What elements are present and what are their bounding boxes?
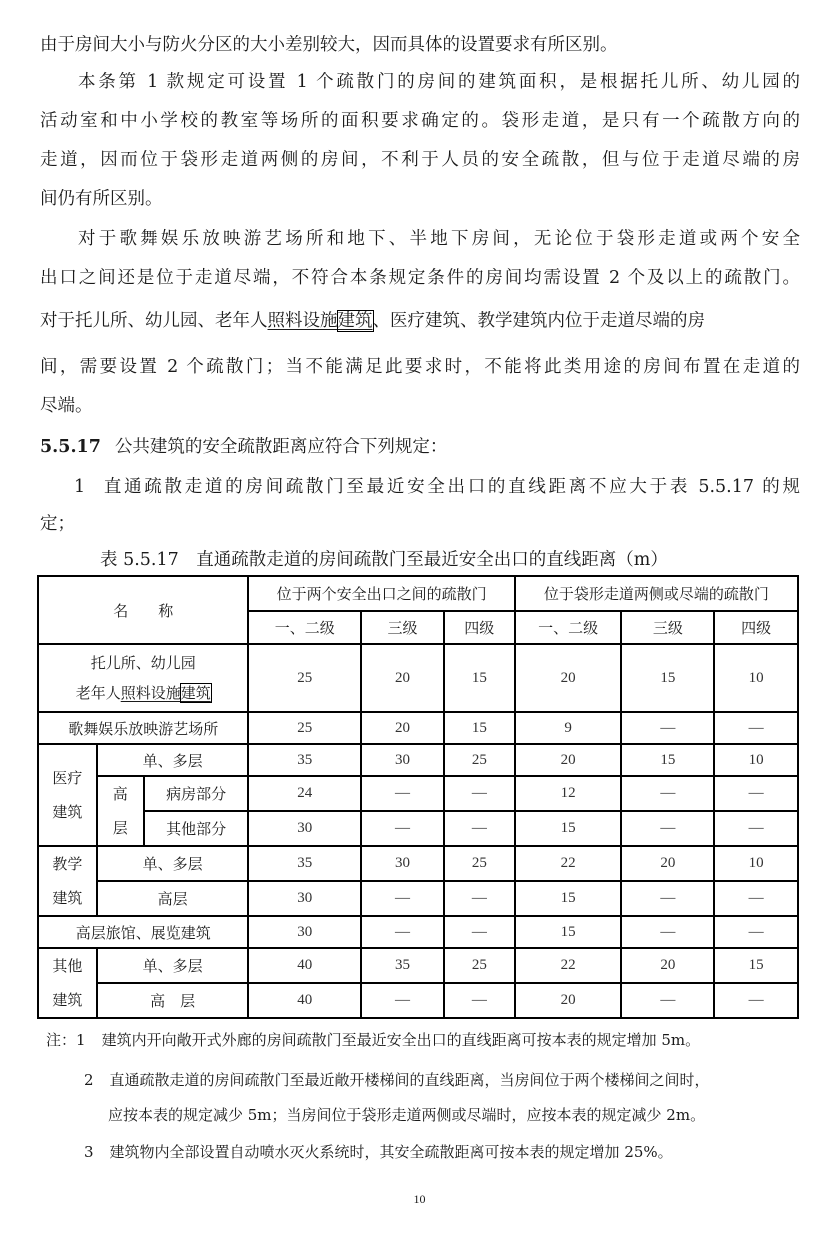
table-cell: 30 [248, 881, 361, 916]
group-label-line: 层 [112, 819, 128, 837]
paragraph-line: 对于歌舞娱乐放映游艺场所和地下、半地下房间，无论位于袋形走道或两个安全 [78, 229, 800, 249]
table-header-row [38, 576, 798, 611]
row-label: 高 层 [97, 983, 249, 1018]
table-row [38, 948, 798, 983]
paragraph-line: 由于房间大小与防火分区的大小差别较大，因而具体的设置要求有所区别。 [40, 35, 618, 55]
table-cell: 20 [515, 983, 622, 1018]
note-number: 2 [84, 1071, 94, 1089]
item-text: 直通疏散走道的房间疏散门至最近安全出口的直线距离不应大于表 5.5.17 的规 [101, 477, 800, 497]
paragraph-line: 本条第 1 款规定可设置 1 个疏散门的房间的建筑面积，是根据托儿所、幼儿园的 [78, 72, 800, 92]
row-label: 歌舞娱乐放映游艺场所 [38, 712, 248, 744]
table-cell: 20 [621, 846, 714, 881]
table-cell: 15 [515, 811, 622, 846]
table-cell: 25 [444, 744, 515, 776]
group-label-other-buildings [38, 948, 97, 1018]
table-row [38, 846, 798, 881]
note-2-continued: 应按本表的规定减少 5m；当房间位于袋形走道两侧或尽端时，应按本表的规定减少 2m。 [108, 1106, 706, 1124]
note-text: 直通疏散走道的房间疏散门至最近敞开楼梯间的直线距离，当房间位于两个楼梯间之间时， [109, 1071, 710, 1089]
table-cell: 15 [515, 881, 622, 916]
paragraph-line: 活动室和中小学校的教室等场所的面积要求确定的。袋形走道，是只有一个疏散方向的 [40, 111, 800, 131]
header-level: 三级 [361, 611, 444, 644]
table-cell: — [361, 776, 444, 811]
paragraph-line: 间仍有所区别。 [40, 189, 163, 209]
table-row [38, 712, 798, 744]
table-cell: 40 [248, 948, 361, 983]
note-3 [84, 1142, 673, 1162]
header-level: 四级 [444, 611, 515, 644]
table-cell: 20 [515, 644, 622, 712]
text-segment: 对于托儿所、幼儿园、老年人 [40, 311, 268, 331]
table-cell: 20 [361, 712, 444, 744]
table-cell: 10 [714, 644, 798, 712]
group-label-line: 建筑 [52, 803, 83, 821]
table-cell: 24 [248, 776, 361, 811]
table-cell: — [444, 916, 515, 948]
table-cell: 10 [714, 744, 798, 776]
note-number: 1 [76, 1031, 86, 1049]
header-level: 一、二级 [515, 611, 622, 644]
group-label-medical [38, 744, 97, 846]
row-label-line [39, 678, 247, 708]
table-cell: — [621, 811, 714, 846]
table-cell: 25 [248, 644, 361, 712]
table-row [38, 744, 798, 776]
group-label-line: 建筑 [52, 889, 83, 907]
note-text: 建筑内开向敞开式外廊的房间疏散门至最近安全出口的直线距离可按本表的规定增加 5m。 [101, 1031, 701, 1049]
table-cell: — [621, 881, 714, 916]
paragraph-line: 间，需要设置 2 个疏散门；当不能满足此要求时，不能将此类用途的房间布置在走道的 [40, 357, 800, 377]
paragraph-line: 出口之间还是位于走道尽端，不符合本条规定条件的房间均需设置 2 个及以上的疏散门。 [40, 268, 800, 288]
sub-group-label-high-rise [97, 776, 144, 846]
table-cell: 15 [621, 744, 714, 776]
table-row [38, 881, 798, 916]
note-2 [84, 1070, 710, 1090]
paragraph-line-with-markup [40, 311, 800, 331]
table-cell: — [714, 776, 798, 811]
text-segment: 老年人 [75, 684, 121, 702]
row-label: 单、多层 [97, 846, 249, 881]
text-segment: 、医疗建筑、教学建筑内位于走道尽端的房 [372, 311, 705, 331]
header-group-dead-end: 位于袋形走道两侧或尽端的疏散门 [515, 576, 798, 611]
table-cell: — [714, 881, 798, 916]
header-level: 三级 [621, 611, 714, 644]
table-cell: 25 [248, 712, 361, 744]
row-label-line: 托儿所、幼儿园 [90, 654, 196, 672]
table-cell: — [621, 983, 714, 1018]
table-cell: 12 [515, 776, 622, 811]
table-cell: — [444, 983, 515, 1018]
table-cell: — [361, 811, 444, 846]
item-number: 1 [74, 477, 86, 497]
table-cell: 35 [361, 948, 444, 983]
table-cell: — [361, 983, 444, 1018]
table-cell: — [621, 776, 714, 811]
table-cell: 35 [248, 846, 361, 881]
table-caption: 表 5.5.17 直通疏散走道的房间疏散门至最近安全出口的直线距离（m） [100, 550, 668, 570]
group-label-line: 高 [112, 785, 128, 803]
paragraph-line: 走道，因而位于袋形走道两侧的房间，不利于人员的安全疏散，但与位于走道尽端的房 [40, 150, 800, 170]
underlined-insertion: 照料设施 [267, 311, 338, 331]
table-cell: 15 [444, 712, 515, 744]
table-cell: — [714, 811, 798, 846]
table-cell: 30 [248, 811, 361, 846]
clause-item-line [40, 477, 800, 497]
table-cell: — [444, 811, 515, 846]
table-cell: — [361, 881, 444, 916]
clause-number: 5.5.17 [40, 437, 101, 457]
group-label-line: 其他 [52, 957, 83, 975]
table-row [38, 811, 798, 846]
group-label-teaching [38, 846, 97, 916]
table-cell: 35 [248, 744, 361, 776]
table-cell: 15 [714, 948, 798, 983]
row-label: 其他部分 [144, 811, 249, 846]
table-cell: 30 [248, 916, 361, 948]
table-cell: 15 [515, 916, 622, 948]
table-cell: — [444, 881, 515, 916]
note-1 [46, 1030, 700, 1050]
boxed-revision: 建筑 [180, 684, 211, 702]
group-label-line: 教学 [52, 855, 83, 873]
group-label-line: 医疗 [52, 769, 83, 787]
table-cell: — [444, 776, 515, 811]
clause-heading [40, 437, 800, 457]
paragraph-line: 尽端。 [40, 396, 93, 416]
table-cell: — [621, 916, 714, 948]
row-label: 高层旅馆、展览建筑 [38, 916, 248, 948]
table-cell: 20 [361, 644, 444, 712]
row-label: 单、多层 [97, 948, 249, 983]
note-number: 3 [84, 1143, 94, 1161]
table-cell: — [621, 712, 714, 744]
boxed-revision: 建筑 [337, 311, 373, 331]
evacuation-distance-table [37, 575, 799, 1019]
table-row [38, 644, 798, 712]
table-cell: — [714, 983, 798, 1018]
table-row [38, 776, 798, 811]
table-row [38, 983, 798, 1018]
header-level: 四级 [714, 611, 798, 644]
note-text: 建筑物内全部设置自动喷水灭火系统时，其安全疏散距离可按本表的规定增加 25%。 [109, 1143, 673, 1161]
table-cell: 25 [444, 846, 515, 881]
table-cell: 10 [714, 846, 798, 881]
table-cell: 15 [444, 644, 515, 712]
row-label: 单、多层 [97, 744, 249, 776]
page-number: 10 [413, 1192, 426, 1206]
group-label-line: 建筑 [52, 991, 83, 1009]
table-cell: 9 [515, 712, 622, 744]
row-label: 病房部分 [144, 776, 249, 811]
header-level: 一、二级 [248, 611, 361, 644]
clause-title: 公共建筑的安全疏散距离应符合下列规定： [114, 437, 448, 457]
table-cell: 25 [444, 948, 515, 983]
row-label [38, 644, 248, 712]
table-cell: 30 [361, 846, 444, 881]
header-group-between-exits: 位于两个安全出口之间的疏散门 [248, 576, 514, 611]
header-name: 名 称 [38, 576, 248, 644]
underlined-insertion: 照料设施 [120, 684, 181, 702]
table-cell: 22 [515, 948, 622, 983]
table-row [38, 916, 798, 948]
table-cell: 15 [621, 644, 714, 712]
table-cell: 20 [515, 744, 622, 776]
table-cell: — [714, 916, 798, 948]
table-cell: 40 [248, 983, 361, 1018]
table-cell: 30 [361, 744, 444, 776]
notes-prefix: 注： [46, 1031, 77, 1049]
table-cell: — [361, 916, 444, 948]
clause-item-line: 定； [40, 514, 75, 534]
table-cell: — [714, 712, 798, 744]
table-cell: 22 [515, 846, 622, 881]
row-label: 高层 [97, 881, 249, 916]
table-cell: 20 [621, 948, 714, 983]
